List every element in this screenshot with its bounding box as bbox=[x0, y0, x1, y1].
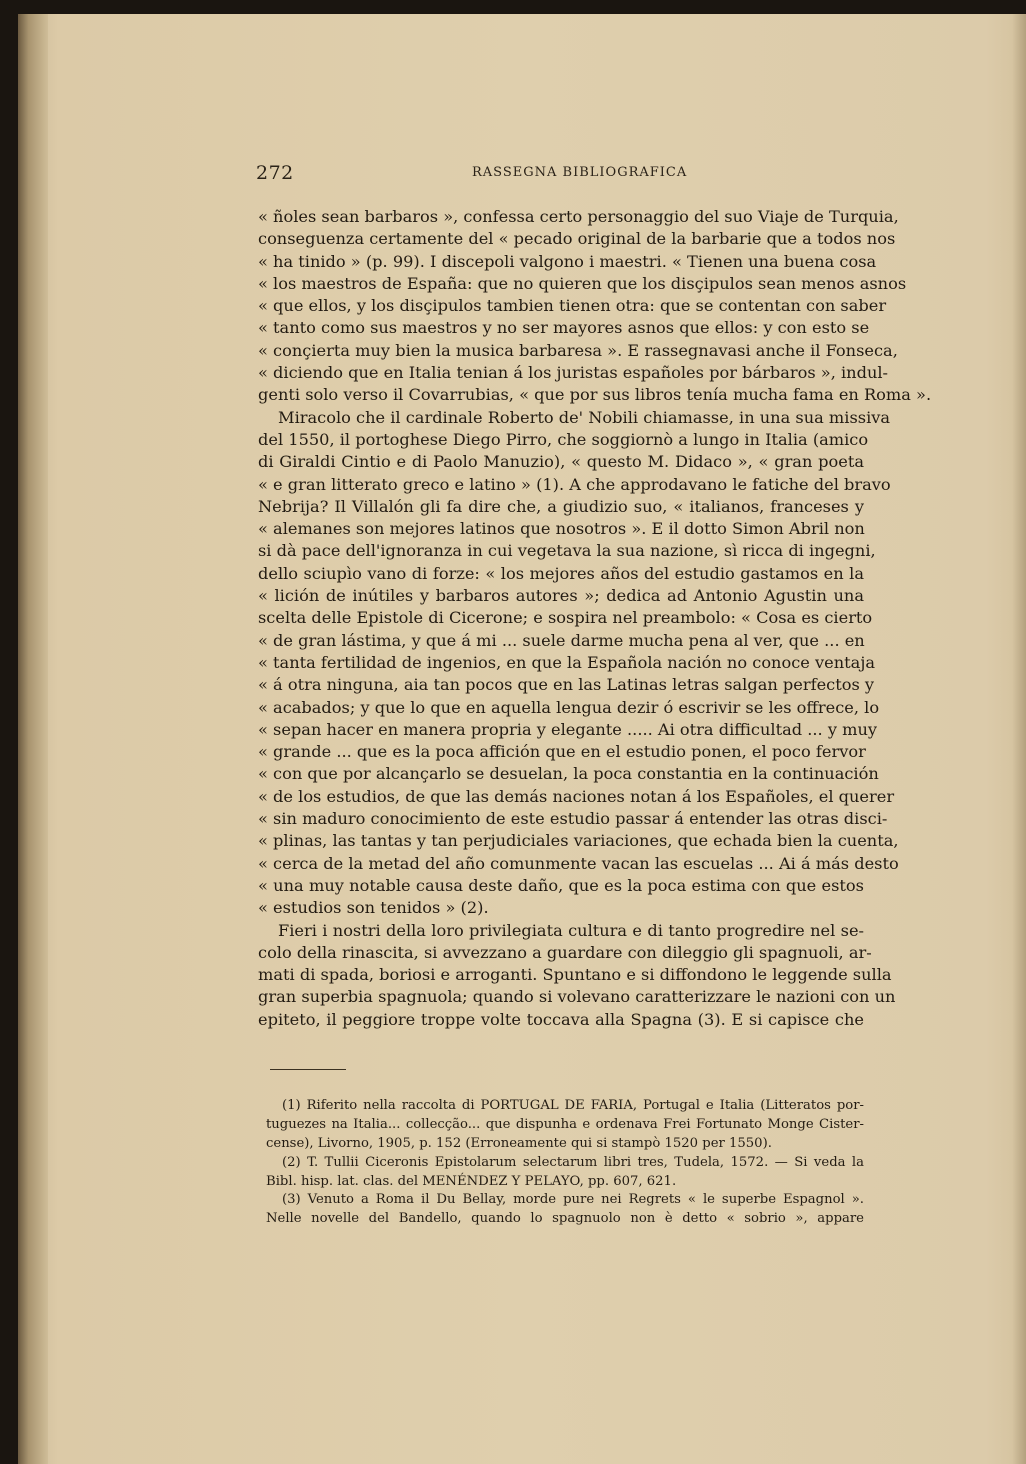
text-line: « tanto como sus maestros y no ser mayores asnos que ellos: y con esto se bbox=[258, 318, 870, 338]
main-text bbox=[258, 206, 932, 1031]
text-line: « grande ... que es la poca affición que en el estudio ponen, el poco fervor bbox=[258, 742, 866, 762]
text-line: Fieri i nostri della loro privilegiata cultura e di tanto progredire nel se- bbox=[278, 920, 864, 940]
text-line: « ha tinido » (p. 99). I discepoli valgono i maestri. « Tienen una buena cosa bbox=[258, 251, 877, 271]
footnote-line: cense), Livorno, 1905, p. 152 (Erroneamente qui si stampò 1520 per 1550). bbox=[266, 1135, 772, 1151]
text-line: conseguenza certamente del « pecado original de la barbarie que a todos nos bbox=[258, 229, 896, 249]
text-line: « sin maduro conocimiento de este estudio passar á entender las otras disci- bbox=[258, 809, 888, 829]
text-line: « con que por alcançarlo se desuelan, la poca constantia en la continuación bbox=[258, 764, 879, 784]
text-line: « de los estudios, de que las demás naciones notan á los Españoles, el querer bbox=[258, 786, 895, 806]
running-title: RASSEGNA BIBLIOGRAFICA bbox=[472, 165, 688, 180]
text-line: mati di spada, boriosi e arroganti. Spuntano e si diffondono le leggende sulla bbox=[258, 965, 892, 985]
text-line: « e gran litterato greco e latino » (1). A che approdavano le fatiche del bravo bbox=[258, 474, 891, 494]
footnote-line: Bibl. hisp. lat. clas. del MENÉNDEZ Y PELAYO, pp. 607, 621. bbox=[266, 1173, 677, 1189]
footnote-separator bbox=[270, 1069, 346, 1070]
footnotes bbox=[266, 1097, 864, 1229]
text-line: « conçierta muy bien la musica barbaresa ». E rassegnavasi anche il Fonseca, bbox=[258, 340, 898, 360]
text-line: scelta delle Epistole di Cicerone; e sospira nel preambolo: « Cosa es cierto bbox=[258, 608, 873, 628]
footnote-line: (2) T. Tullii Ciceronis Epistolarum selectarum libri tres, Tudela, 1572. — Si veda la bbox=[282, 1154, 864, 1170]
footnote-line: Nelle novelle del Bandello, quando lo spagnuolo non è detto « sobrio », appare bbox=[266, 1211, 864, 1227]
text-line: dello sciupìo vano di forze: « los mejores años del estudio gastamos en la bbox=[258, 563, 864, 583]
book-page bbox=[18, 14, 1026, 1464]
text-line: « plinas, las tantas y tan perjudiciales variaciones, que echada bien la cuenta, bbox=[258, 831, 899, 851]
text-line: « una muy notable causa deste daño, que es la poca estima con que estos bbox=[258, 875, 864, 895]
running-header bbox=[256, 162, 876, 190]
page-number: 272 bbox=[256, 162, 294, 184]
text-line: « tanta fertilidad de ingenios, en que la Española nación no conoce ventaja bbox=[258, 652, 875, 672]
text-line: « los maestros de España: que no quieren que los disçipulos sean menos asnos bbox=[258, 273, 907, 293]
text-line: « alemanes son mejores latinos que nosotros ». E il dotto Simon Abril non bbox=[258, 519, 865, 539]
footnote-line: (1) Riferito nella raccolta di PORTUGAL DE FARIA, Portugal e Italia (Litteratos por- bbox=[282, 1098, 864, 1113]
footnote-line: (3) Venuto a Roma il Du Bellay, morde pure nei Regrets « le superbe Espagnol ». bbox=[282, 1192, 864, 1208]
text-line: Miracolo che il cardinale Roberto de' Nobili chiamasse, in una sua missiva bbox=[278, 407, 891, 427]
text-line: « estudios son tenidos » (2). bbox=[258, 898, 489, 918]
text-line: « que ellos, y los disçipulos tambien tienen otra: que se contentan con saber bbox=[258, 296, 887, 316]
text-line: del 1550, il portoghese Diego Pirro, che soggiornò a lungo in Italia (amico bbox=[258, 429, 869, 449]
binding-gutter bbox=[18, 14, 48, 1464]
text-line: « cerca de la metad del año comunmente vacan las escuelas ... Ai á más desto bbox=[258, 853, 899, 873]
text-line: « ñoles sean barbaros », confessa certo personaggio del suo Viaje de Turquia, bbox=[258, 207, 899, 226]
text-line: « á otra ninguna, aia tan pocos que en las Latinas letras salgan perfectos y bbox=[258, 675, 875, 695]
text-line: genti solo verso il Covarrubias, « que por sus libros tenía mucha fama en Roma ». bbox=[258, 385, 932, 405]
text-line: epiteto, il peggiore troppe volte toccava alla Spagna (3). E si capisce che bbox=[258, 1009, 864, 1029]
text-line: « sepan hacer en manera propria y elegante ..... Ai otra difficultad ... y muy bbox=[258, 719, 878, 739]
text-line: Nebrija? Il Villalón gli fa dire che, a giudizio suo, « italianos, franceses y bbox=[258, 496, 864, 516]
text-line: « de gran lástima, y que á mi ... suele darme mucha pena al ver, que ... en bbox=[258, 630, 865, 650]
text-line: « diciendo que en Italia tenian á los juristas españoles por bárbaros », indul- bbox=[258, 363, 889, 383]
text-line: « lición de inútiles y barbaros autores »; dedica ad Antonio Agustin una bbox=[258, 586, 864, 606]
text-line: gran superbia spagnuola; quando si volevano caratterizzare le nazioni con un bbox=[258, 987, 896, 1007]
text-line: di Giraldi Cintio e di Paolo Manuzio), « questo M. Didaco », « gran poeta bbox=[258, 452, 864, 472]
page-edge-shadow bbox=[1012, 14, 1026, 1464]
text-line: colo della rinascita, si avvezzano a guardare con dileggio gli spagnuoli, ar- bbox=[258, 942, 872, 962]
text-line: si dà pace dell'ignoranza in cui vegetava la sua nazione, sì ricca di ingegni, bbox=[258, 541, 876, 561]
text-line: « acabados; y que lo que en aquella lengua dezir ó escrivir se les offrece, lo bbox=[258, 697, 880, 717]
footnote-line: tuguezes na Italia... collecção... que dispunha e ordenava Frei Fortunato Monge Cister- bbox=[266, 1116, 864, 1132]
